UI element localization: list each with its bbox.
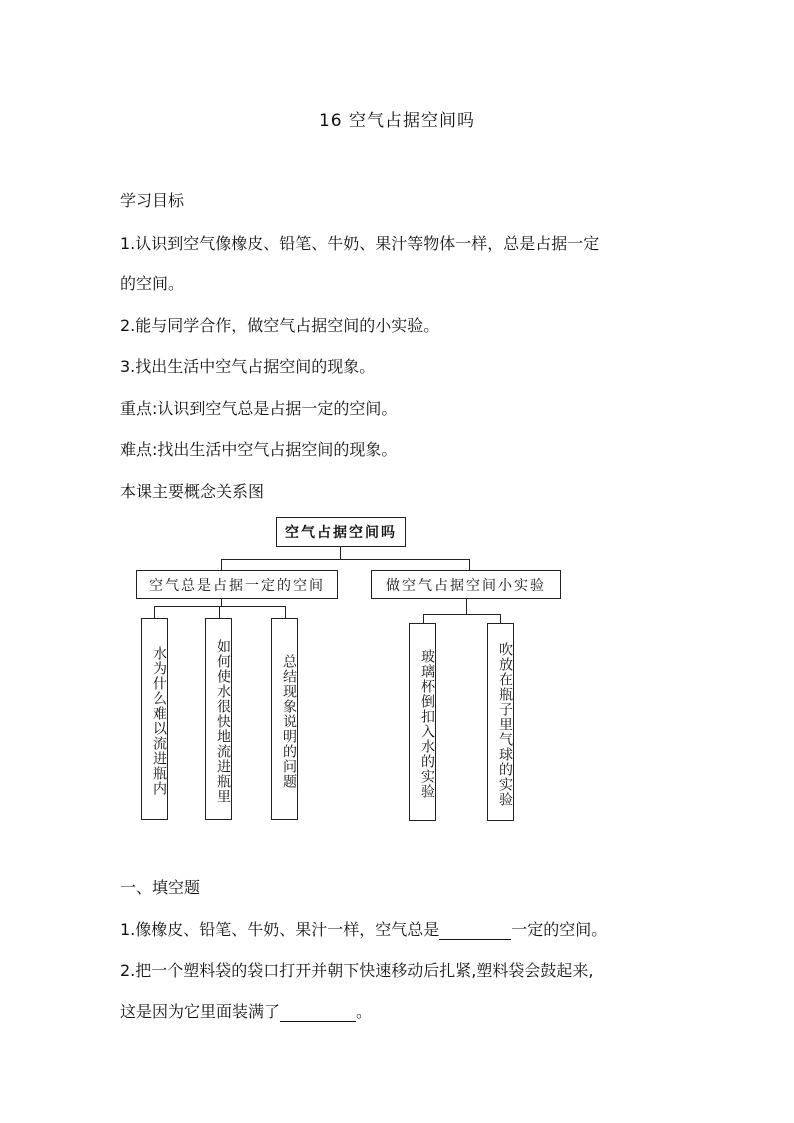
connector-right-leaf-2 [500, 614, 501, 623]
concept-branch-left: 空气总是占据一定的空间 [136, 570, 338, 599]
question-1-text-before: 1.像橡皮、铅笔、牛奶、果汁一样，空气总是 [120, 920, 440, 939]
question-2-line-2 [120, 1002, 372, 1022]
concept-root-box: 空气占据空间吗 [276, 517, 406, 547]
question-2-text-after: 。 [356, 1002, 373, 1021]
concept-leaf-left-2: 如何使水很快地流进瓶里 [205, 618, 232, 820]
connector-root-horizontal [221, 559, 470, 560]
question-1 [120, 920, 607, 940]
connector-right-leaf-1 [423, 614, 424, 623]
connector-left-sub-horizontal [154, 606, 286, 607]
connector-left-leaf-2 [219, 606, 220, 618]
connector-left-down [221, 559, 222, 570]
connector-right-sub-down [466, 599, 467, 614]
connector-left-sub-down [221, 599, 222, 606]
question-1-blank[interactable] [439, 923, 511, 940]
section-title-fill-blank: 一、填空题 [120, 878, 201, 897]
objective-1-line-1: 1.认识到空气像橡皮、铅笔、牛奶、果汁等物体一样，总是占据一定 [120, 234, 600, 253]
connector-left-leaf-3 [285, 606, 286, 618]
question-1-text-after: 一定的空间。 [511, 920, 608, 939]
connector-right-down [469, 559, 470, 570]
concept-map-heading: 本课主要概念关系图 [120, 482, 265, 501]
concept-leaf-left-3: 总结现象说明的问题 [271, 618, 298, 820]
difficulty-point: 难点:找出生活中空气占据空间的现象。 [120, 440, 398, 459]
concept-leaf-right-1: 玻璃杯倒扣入水的实验 [409, 623, 436, 821]
concept-leaf-left-1: 水为什么难以流进瓶内 [141, 618, 168, 820]
question-2-text-before: 这是因为它里面装满了 [120, 1002, 281, 1021]
connector-right-sub-horizontal [423, 614, 501, 615]
page-title: 16 空气占据空间吗 [318, 111, 476, 131]
connector-left-leaf-1 [154, 606, 155, 618]
connector-root-down [340, 547, 341, 559]
concept-branch-right: 做空气占据空间小实验 [371, 570, 561, 599]
question-2-blank[interactable] [280, 1005, 356, 1022]
objective-3: 3.找出生活中空气占据空间的现象。 [120, 357, 376, 376]
question-2-line-1: 2.把一个塑料袋的袋口打开并朝下快速移动后扎紧,塑料袋会鼓起来, [120, 961, 594, 980]
concept-leaf-right-2: 吹放在瓶子里气球的实验 [487, 623, 514, 821]
objectives-heading: 学习目标 [120, 191, 185, 210]
objective-2: 2.能与同学合作，做空气占据空间的小实验。 [120, 316, 440, 335]
objective-1-line-2: 的空间。 [120, 274, 185, 293]
key-point: 重点:认识到空气总是占据一定的空间。 [120, 399, 398, 418]
